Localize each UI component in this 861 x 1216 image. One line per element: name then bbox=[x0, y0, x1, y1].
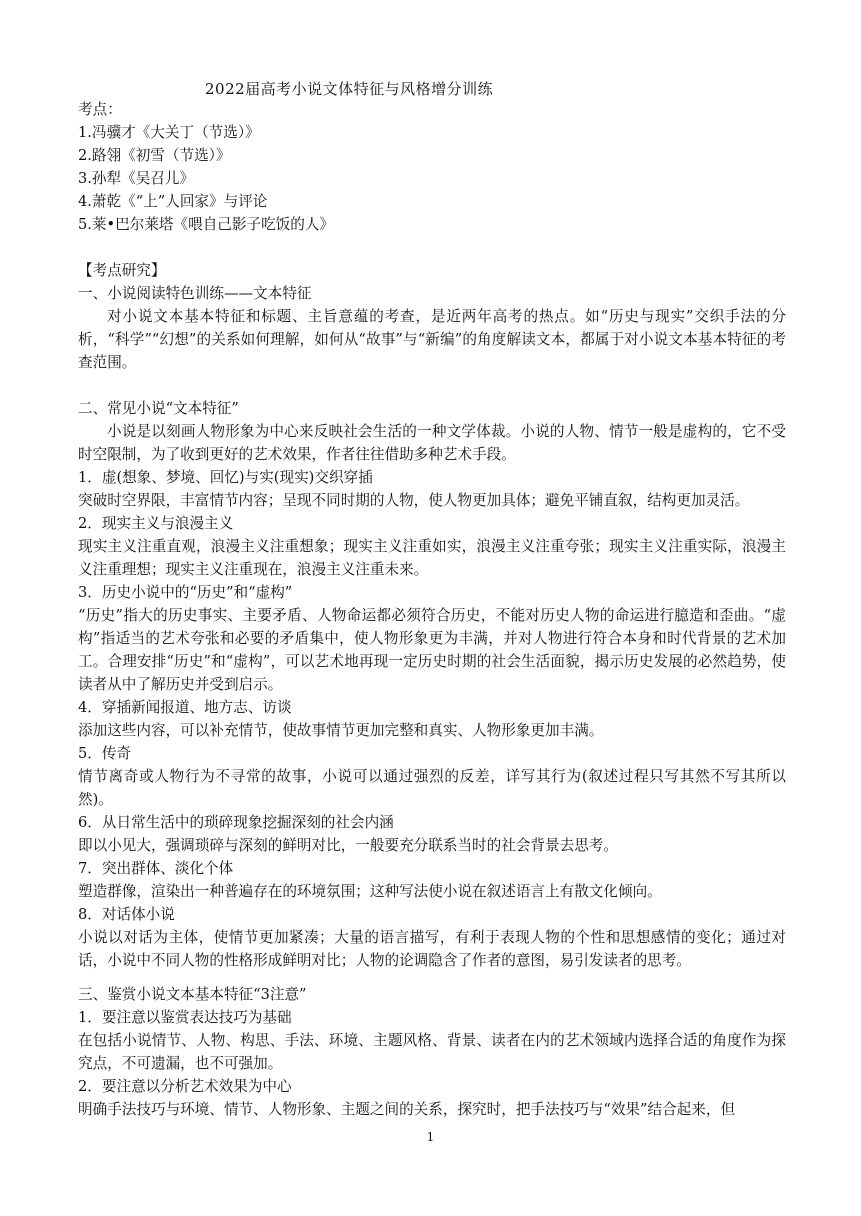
section2-item-body: 突破时空界限，丰富情节内容；呈现不同时期的人物，使人物更加具体；避免平铺直叙，结构更加灵活。 bbox=[78, 492, 750, 509]
section3-heading: 三、鉴赏小说文本基本特征“3注意” bbox=[78, 986, 307, 1003]
kaodian-item: 1.冯骥才《大关丁（节选）》 bbox=[78, 124, 260, 141]
section2-item-head: 5．传奇 bbox=[78, 745, 132, 762]
section2-item-body: 添加这些内容，可以补充情节，使故事情节更加完整和真实、人物形象更加丰满。 bbox=[78, 722, 604, 739]
section2-heading: 二、常见小说“文本特征” bbox=[78, 400, 239, 417]
kaodian-item: 2.路翎《初雪（节选）》 bbox=[78, 147, 231, 164]
kaodian-item: 3.孙犁《吴召儿》 bbox=[78, 170, 195, 187]
section2-block bbox=[78, 397, 786, 972]
kaodian-item: 4.萧乾《“上”人回家》与评论 bbox=[78, 193, 268, 210]
section2-item-body: 情节离奇或人物行为不寻常的故事，小说可以通过强烈的反差，详写其行为(叙述过程只写其然不写其所以然)。 bbox=[78, 768, 786, 808]
section2-item-head: 7．突出群体、淡化个体 bbox=[78, 860, 234, 877]
section2-item-head: 8．对话体小说 bbox=[78, 906, 175, 923]
section2-intro: 小说是以刻画人物形象为中心来反映社会生活的一种文学体裁。小说的人物、情节一般是虚构的，它不受时空限制，为了收到更好的艺术效果，作者往往借助多种艺术手段。 bbox=[78, 423, 786, 463]
section2-item-head: 1．虚(想象、梦境、回忆)与实(现实)交织穿插 bbox=[78, 469, 373, 486]
research-block bbox=[78, 259, 786, 374]
section2-item-head: 3．历史小说中的“历史”和“虚构” bbox=[78, 584, 293, 601]
section2-item-body: 小说以对话为主体，使情节更加紧凑；大量的语言描写，有利于表现人物的个性和思想感情的变化；通过对话，小说中不同人物的性格形成鲜明对比；人物的论调隐含了作者的意图，易引发读者的思考。 bbox=[78, 929, 786, 969]
section1-heading: 一、小说阅读特色训练——文本特征 bbox=[78, 285, 312, 302]
section3-item-body: 明确手法技巧与环境、情节、人物形象、主题之间的关系，探究时，把手法技巧与“效果”结合起来，但 bbox=[78, 1101, 736, 1118]
section3-item-head: 1．要注意以鉴赏表达技巧为基础 bbox=[78, 1009, 292, 1026]
section1-paragraph: 对小说文本基本特征和标题、主旨意蕴的考查，是近两年高考的热点。如“历史与现实”交织手法的分析，“科学”“幻想”的关系如何理解，如何从“故事”与“新编”的角度解读文本，都属于对小说文本基本特征的考查范围。 bbox=[78, 308, 786, 371]
section2-item-body: 现实主义注重直观，浪漫主义注重想象；现实主义注重如实，浪漫主义注重夸张；现实主义注重实际，浪漫主义注重理想；现实主义注重现在，浪漫主义注重未来。 bbox=[78, 538, 786, 578]
section3-item-head: 2．要注意以分析艺术效果为中心 bbox=[78, 1078, 292, 1095]
section2-item-body: “历史”指大的历史事实、主要矛盾、人物命运都必须符合历史，不能对历史人物的命运进行臆造和歪曲。“虚构”指适当的艺术夸张和必要的矛盾集中，使人物形象更为丰满，并对人物进行符合本身和时代背景的艺术加工。合理安排“历史”和“虚构”，可以艺术地再现一定历史时期的社会生活面貌，揭示历史发展的必然趋势，使读者从中了解历史并受到启示。 bbox=[78, 607, 786, 693]
document-title: 2022届高考小说文体特征与风格增分训练 bbox=[205, 80, 494, 98]
section3-block bbox=[78, 983, 786, 1121]
kaodian-item: 5.莱•巴尔莱塔《喂自己影子吃饭的人》 bbox=[78, 216, 335, 233]
section3-item-body: 在包括小说情节、人物、构思、手法、环境、主题风格、背景、读者在内的艺术领域内选择合适的角度作为探究点，不可遗漏，也不可强加。 bbox=[78, 1032, 786, 1072]
section2-item-head: 6．从日常生活中的琐碎现象挖掘深刻的社会内涵 bbox=[78, 814, 394, 831]
kaodian-block bbox=[78, 98, 786, 236]
section2-item-head: 2．现实主义与浪漫主义 bbox=[78, 515, 234, 532]
section2-item-body: 塑造群像，渲染出一种普遍存在的环境氛围；这种写法使小说在叙述语言上有散文化倾向。 bbox=[78, 883, 662, 900]
section2-item-head: 4．穿插新闻报道、地方志、访谈 bbox=[78, 699, 292, 716]
kaodian-label: 考点： bbox=[78, 101, 122, 118]
research-label: 【考点研究】 bbox=[78, 262, 166, 279]
section2-item-body: 即以小见大，强调琐碎与深刻的鲜明对比，一般要充分联系当时的社会背景去思考。 bbox=[78, 837, 618, 854]
page-number: 1 bbox=[426, 1130, 435, 1144]
